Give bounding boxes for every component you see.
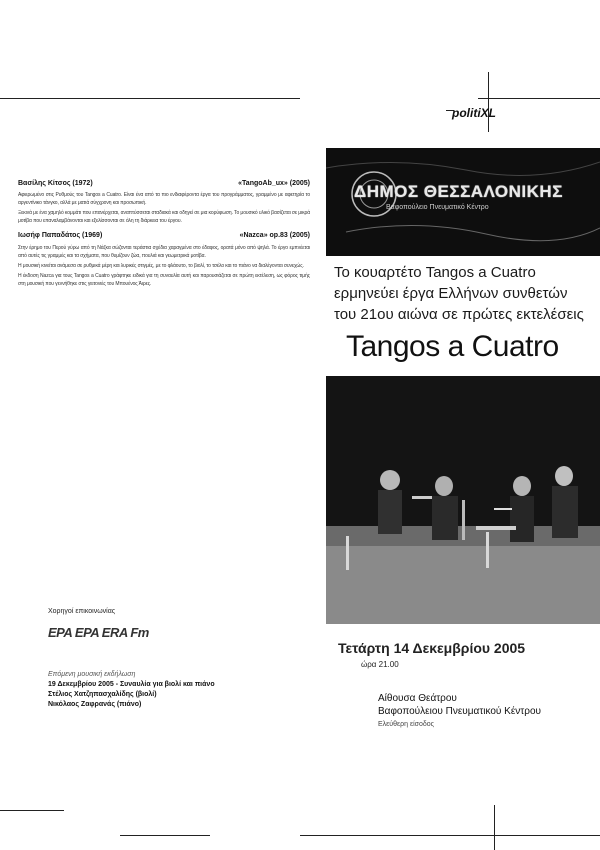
work-title: «TangoAb_ux» (2005) [238,180,310,187]
venue-note: Ελεύθερη είσοδος [378,721,435,728]
brand-mark: politiXL [452,106,496,120]
photo-illustration [326,376,600,624]
heading-line: Το κουαρτέτο Tangos a Cuatro [334,264,536,281]
composer-name: Βασίλης Κίτσος (1972) [18,180,93,187]
crop-mark [0,810,64,811]
paragraph: Η έκδοση Nazca για τους Tangos a Cuatro γράφτηκε ειδικά για τη συναυλία αυτή και παρουσιάζεται σε πρώτη εκτέλεση, ως φόρος τιμής στη μουσική που γεννήθηκε στις γειτονιές του Μπουένος Άιρες. [18,272,310,287]
crop-mark [120,835,210,836]
banner-texture [326,148,600,256]
sponsor-logos: ΕΡΑ ΕΡΑ ERA Fm [48,625,149,640]
program-notes [18,180,310,290]
next-event-date: 19 Δεκεμβρίου 2005 - Συναυλία για βιολί και πιάνο [48,681,215,688]
piece-block [18,180,310,225]
crop-mark [494,805,495,850]
concert-date: Τετάρτη 14 Δεκεμβρίου 2005 [338,640,526,656]
composer-name: Ιωσήφ Παπαδάτος (1969) [18,232,103,240]
next-event-label: Επόμενη μουσική εκδήλωση [48,671,136,678]
banner-logo-text: ΔΗΜΟΣ ΘΕΣΣΑΛΟΝΙΚΗΣ [354,182,563,201]
next-event [48,670,215,710]
venue-name: Αίθουσα Θεάτρου [378,693,457,704]
paragraph: Αφιερωμένο στις Ρυθμούς του Tangos a Cuatro. Είναι ένα από τα πιο ενδιαφέροντα έργα του προγράμματος, γραμμένο με αφετηρία το αργεντίνικο τάνγκο, αλλά με ματιά σύγχρονη και προσωπική. [18,192,310,207]
heading-line: του 21ου αιώνα σε πρώτες εκτελέσεις [334,306,584,323]
municipality-banner [326,148,600,256]
venue-place: Βαφοπούλειου Πνευματικού Κέντρου [378,706,541,717]
work-title: «Nazca» op.83 (2005) [239,232,310,240]
crop-mark [478,98,600,99]
sponsors-label: Χορηγοί επικοινωνίας [48,608,116,615]
next-event-performer: Νικόλαος Ζαφρανάς (πιάνο) [48,701,142,708]
crop-mark [0,98,300,99]
ensemble-title: Tangos a Cuatro [346,330,559,363]
paragraph: Ξεκινά με ένα χαμηλό κομμάτι που επανέρχεται, αναπτύσσεται σταδιακά και οδηγεί σε μια κορύφωση. Το μουσικό υλικό βασίζεται σε μικρά μοτίβα που επαναλαμβάνονται και εξελίσσονται σε όλη τη διάρκεια του έργου. [18,210,311,225]
crop-mark [300,835,480,836]
concert-time: ώρα 21.00 [361,660,399,669]
paragraph: Η μουσική κινείται ανάμεσα σε ρυθμικά μέρη και λυρικές στιγμές, με το φλάουτο, το βιολί, το τσέλο και το πιάνο να διαλέγονται συνεχώς. [18,262,304,269]
next-event-performer: Στέλιος Χατζηπασχαλίδης (βιολί) [48,691,157,698]
banner-subtitle: Βαφοπούλειο Πνευματικό Κέντρο [386,204,489,211]
crop-mark [488,72,489,132]
piece-block [18,232,310,288]
quartet-photo [326,376,600,624]
heading-line: ερμηνεύει έργα Ελλήνων συνθετών [334,285,568,302]
concert-heading [334,262,584,325]
venue-info [378,692,600,731]
paragraph: Στην έρημο του Περού γύρω από τη Νάζκα σώζονται τεράστια σχέδια χαραγμένα στο έδαφος, ορατά μόνο από ψηλά. Το έργο εμπνέεται από αυτές τις γραμμές και τα σχήματα, που θυμίζουν ζώα, πουλιά και γεωμετρικά μοτίβα. [18,244,310,259]
crop-mark [478,835,600,836]
